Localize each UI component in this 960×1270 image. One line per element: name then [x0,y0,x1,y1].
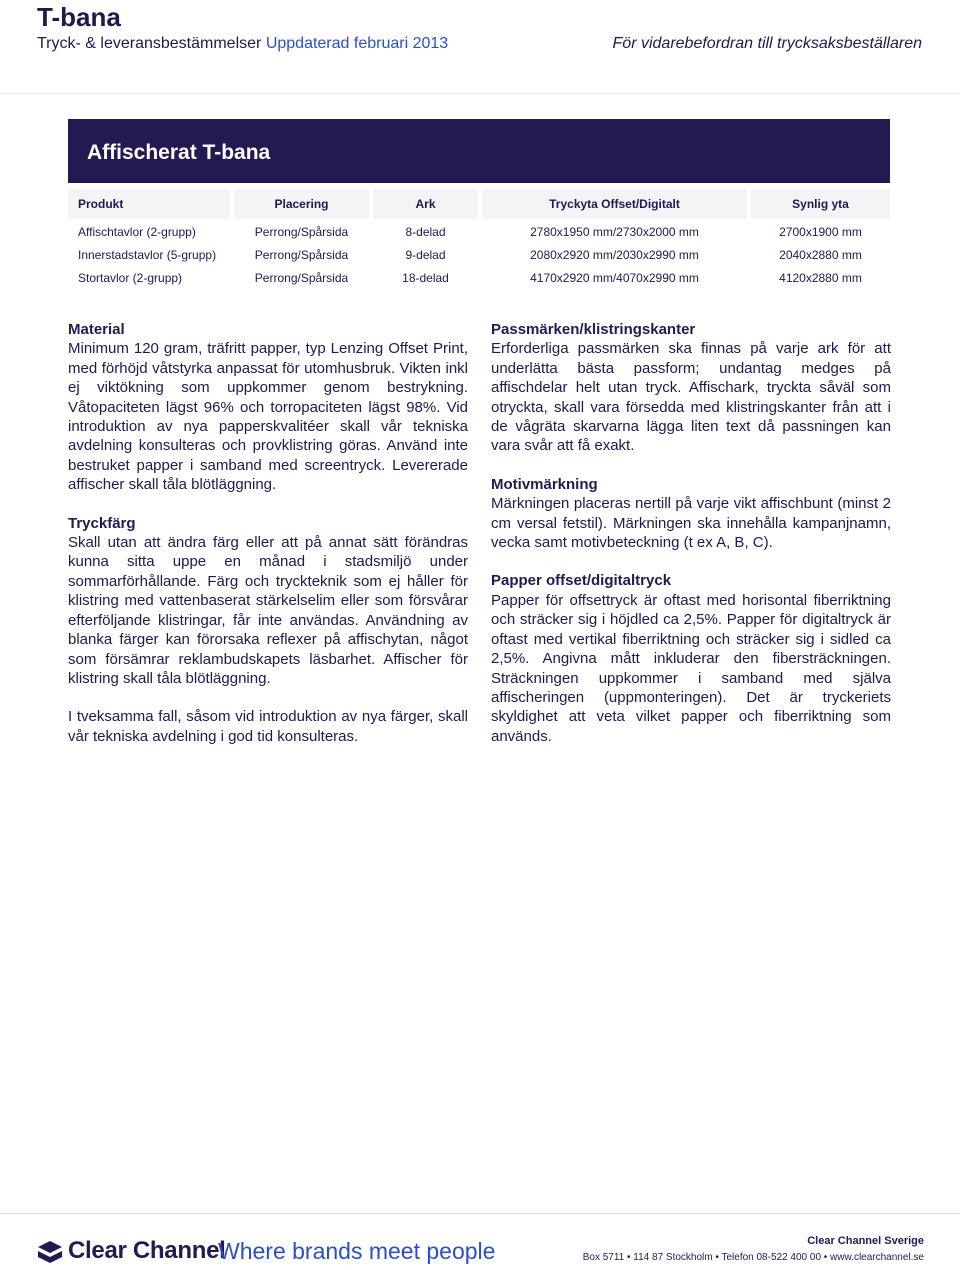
table-cell-ark: 18-delad [373,269,478,288]
table-cell-placering: Perrong/Spårsida [234,246,369,265]
section-passmarken [491,320,891,456]
table-cell-placering: Perrong/Spårsida [234,223,369,242]
table-cell-synlig-yta: 2040x2880 mm [751,246,890,265]
brand-name: Clear Channel [68,1237,226,1264]
table-row [68,265,890,288]
subtitle-main: Tryck- & leveransbestämmelser [37,35,262,52]
document-title: T-bana [37,2,121,32]
column-header-placering: Placering [234,189,369,219]
table-cell-produkt: Stortavlor (2-grupp) [68,269,230,288]
column-header-produkt: Produkt [68,189,230,219]
section-motivmarkning [491,475,891,553]
document-subtitle [37,35,448,53]
spec-table [68,119,890,288]
section-note: I tveksamma fall, såsom vid introduktion av nya färger, skall vår tekniska avdelning i god tid konsulteras. [68,708,468,745]
section-tryckfarg-note [68,707,468,746]
section-body: Skall utan att ändra färg eller att på annat sätt förändras kunna sitta uppe en månad i stadsmiljö under sommarförhållande. Färg och tryckteknik som ej håller för klistring med vattenbaserat stärkelselim eller som försvårar efterföljande klistringar, får inte användas. Användning av blanka färger kan förorsaka reflexer på affischytan, något som försämrar reklambudskapets läsbarhet. Affischer för klistring skall tåla blötläggning. [68,534,468,687]
table-header-row [68,189,890,219]
section-heading: Material [68,321,125,338]
header-divider [0,93,960,94]
table-cell-produkt: Affischtavlor (2-grupp) [68,223,230,242]
section-heading: Motivmärkning [491,475,598,493]
subtitle-updated: Uppdaterad februari 2013 [265,35,449,52]
table-cell-ark: 9-delad [373,246,478,265]
table-cell-tryckyta: 2780x1950 mm/2730x2000 mm [482,223,747,242]
left-column [68,320,468,765]
section-heading: Tryckfärg [68,514,136,532]
section-body: Märkningen placeras nertill på varje vikt affischbunt (minst 2 cm versal fetstil). Märkningen ska innehålla kampanjnamn, vecka samt motivbeteckning (t ex A, B, C). [491,495,891,552]
forwarding-note: För vidarebefordran till trycksaksbeställaren [612,35,922,52]
section-heading: Papper offset/digitaltryck [491,572,672,590]
right-column [491,320,891,765]
column-header-ark: Ark [373,189,478,219]
section-body: Papper för offsettryck är oftast med horisontal fiberriktning och sträcker sig i höjdled ca 2,5%. Papper för digitaltryck är oftast med vertikal fiberriktning och sträcker sig i sidled ca 2,5%. Angivna mått inkluderar den fibersträckningen. Sträckningen uppkommer i samband med själva affischeringen (uppmonteringen). Det är tryckeriets skyldighet att veta vilket papper och fiberriktning som används. [491,591,891,745]
table-cell-produkt: Innerstadstavlor (5-grupp) [68,246,230,265]
footer-divider [0,1213,960,1214]
table-cell-tryckyta: 4170x2920 mm/4070x2990 mm [482,269,747,288]
table-title-bar [68,119,890,183]
table-cell-synlig-yta: 2700x1900 mm [751,223,890,242]
document-header [0,0,960,93]
company-name: Clear Channel Sverige [807,1235,924,1247]
column-header-tryckyta: Tryckyta Offset/Digitalt [482,189,747,219]
table-cell-placering: Perrong/Spårsida [234,269,369,288]
table-row [68,219,890,242]
section-body: Minimum 120 gram, träfritt papper, typ Lenzing Offset Print, med förhöjd våtstyrka anpassat för utomhusbruk. Vikten inkl ej viktökning som uppkommer genom bestrykning. Våtopaciteten lägst 96% och torropaciteten lägst 98%. Vid introduktion av nya papperskvalitéer skall vår tekniska avdelning konsulteras och provklistring göras. Använd inte bestruket papper i samband med screentryck. Levererade affischer skall tåla blötläggning. [68,340,468,494]
section-body: Erforderliga passmärken ska finnas på varje ark för att underlätta bästa passform; undantag medges på affischdelar helt utan tryck. Affischark, tryckta såväl som otryckta, skall vara försedda med klistringskanter från att i de vågräta skarvarna lägga liten text då passningen kan vara svår att få exakt. [491,340,891,455]
table-title: Affischerat T-bana [87,141,271,164]
column-header-synlig-yta: Synlig yta [751,189,890,219]
table-cell-tryckyta: 2080x2920 mm/2030x2990 mm [482,246,747,265]
table-cell-synlig-yta: 4120x2880 mm [751,269,890,288]
clear-channel-logo-icon [36,1239,64,1265]
table-cell-ark: 8-delad [373,223,478,242]
section-material [68,320,468,495]
table-row [68,242,890,265]
section-heading: Passmärken/klistringskanter [491,321,696,338]
section-tryckfarg [68,514,468,689]
section-papper [491,571,891,746]
contact-info: Box 5711 • 114 87 Stockholm • Telefon 08-522 400 00 • www.clearchannel.se [582,1252,924,1263]
brand-tagline: Where brands meet people [218,1238,496,1264]
